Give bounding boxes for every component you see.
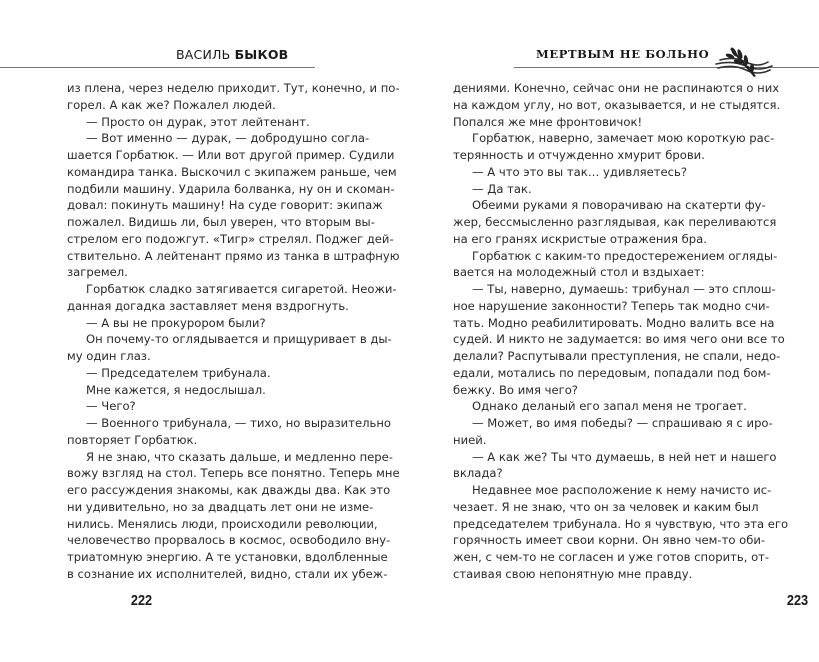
text-line: его рассуждения знакомы, как дважды два. Как это <box>67 483 391 497</box>
text-line: Горбатюк с каким-то предостережением огляды- <box>472 248 778 263</box>
text-line: вожу взгляд на стол. Теперь все понятно. Теперь мне <box>67 466 400 481</box>
text-line: делали? Распутывали преступления, не спали, недо- <box>453 349 781 363</box>
text-line: — Может, во имя победы? — спрашиваю я с иро- <box>472 416 773 430</box>
text-line: Я не знаю, что сказать дальше, и медленно пере- <box>86 449 393 464</box>
text-line: данная догадка заставляет меня вздрогнуть. <box>67 298 349 313</box>
text-line: чезает. Я не знаю, что он за человек и каким был <box>453 499 759 514</box>
text-line: стаивая свою непонятную мне правду. <box>453 566 693 581</box>
text-line: шается Горбатюк. — Или вот другой пример. Судили <box>67 148 395 162</box>
running-head-title: МЕРТВЫМ НЕ БОЛЬНО <box>536 47 710 61</box>
text-line: — Военного трибунала, — тихо, но выразительно <box>86 416 392 430</box>
text-line: человечество прорвалось в космос, освободило вну- <box>67 533 391 548</box>
text-line: — Вот именно — дурак, — добродушно согла- <box>86 131 370 146</box>
text-line: пожалел. Видишь ли, был уверен, что вторым вы- <box>67 215 375 229</box>
text-line: — Ты, наверно, думаешь: трибунал — это сплош- <box>472 282 776 296</box>
text-line: терянность и отчужденно хмурит брови. <box>453 148 705 162</box>
text-line: Обеими руками я поворачиваю на скатерти фу- <box>472 198 766 213</box>
running-head-author <box>176 47 288 62</box>
text-line: подбили машину. Ударила болванка, ну он и скоман- <box>67 181 395 196</box>
text-line: ствительно. А лейтенант прямо из танка в штрафную <box>67 248 400 263</box>
text-line: на каждом углу, но вот, оказывается, и не стыдятся. <box>453 97 781 112</box>
text-line: Однако деланый его запал меня не трогает. <box>472 399 747 414</box>
text-line: вается на молодежный стол и вздыхает: <box>453 265 705 280</box>
text-line: тать. Модно реабилитировать. Модно валить все на <box>453 315 775 330</box>
text-line: нией. <box>453 432 487 447</box>
text-line: Он почему-то оглядывается и прищуривает в ды- <box>86 332 392 347</box>
text-line: нились. Менялись люди, происходили революции, <box>67 516 378 531</box>
text-line: ное нарушение законности? Теперь так модно счи- <box>453 298 770 313</box>
text-line: загремел. <box>67 265 128 280</box>
text-line: триатомную энергию. А те установки, вдолбленные <box>67 550 388 564</box>
text-line: из плена, через неделю приходит. Тут, конечно, и по- <box>67 81 400 95</box>
author-first-name: ВАСИЛЬ <box>176 47 235 62</box>
text-line: командира танка. Выскочил с экипажем раньше, чем <box>67 164 397 179</box>
body-text <box>67 80 400 583</box>
text-line: — А как же? Ты что думаешь, в ней нет и нашего <box>472 449 777 464</box>
page-number: 223 <box>786 592 809 609</box>
page-number: 222 <box>130 592 153 609</box>
text-line: на его гранях искристые отражения бра. <box>453 231 707 246</box>
text-line: ни удивительно, но за двадцать лет они не изме- <box>67 499 374 514</box>
text-line: Горбатюк сладко затягивается сигаретой. Неожи- <box>86 282 397 296</box>
text-line: жен, с чем-то не согласен и уже готов спорить, от- <box>453 550 770 564</box>
header-rule <box>0 67 315 68</box>
text-line: горел. А как же? Пожалел людей. <box>67 97 276 112</box>
text-line: повторяет Горбатюк. <box>67 432 198 447</box>
text-line: в сознание их исполнителей, видно, стали их убеж- <box>67 566 388 581</box>
author-last-name: БЫКОВ <box>234 47 289 62</box>
text-line: едали, мотались по передовым, попадали под бом- <box>453 365 771 380</box>
text-line: дениями. Конечно, сейчас они не распинаются о них <box>453 81 780 95</box>
text-line: — Председателем трибунала. <box>86 365 271 380</box>
text-line: Недавнее мое расположение к нему начисто ис- <box>472 483 772 497</box>
text-line: судей. И никто не задумается: во имя чего они все то <box>453 332 785 347</box>
text-line: му один глаз. <box>67 349 151 363</box>
text-line: Мне кажется, я недослышал. <box>86 382 266 397</box>
text-line: — Просто он дурак, этот лейтенант. <box>86 114 310 129</box>
right-page <box>410 0 819 662</box>
text-line: Попался же мне фронтовичок! <box>453 114 643 129</box>
text-line: Горбатюк, наверно, замечает мою короткую рас- <box>472 131 775 146</box>
text-line: бежку. Во имя чего? <box>453 382 578 397</box>
text-line: — Да так. <box>472 181 532 196</box>
text-line: председателем трибунала. Но я чувствую, что эта его <box>453 516 789 531</box>
text-line: — А вы не прокурором были? <box>86 315 266 330</box>
text-line: жер, бессмысленно разглядывая, как переливаются <box>453 215 777 229</box>
text-line: горячность имеет свои корни. Он явно чем-то оби- <box>453 533 766 548</box>
text-line: вклада? <box>453 466 503 481</box>
text-line: — А что это вы так… удивляетесь? <box>472 164 687 179</box>
text-line: — Чего? <box>86 399 136 414</box>
text-line: стрелом его подожгут. «Тигр» стрелял. Поджег дей- <box>67 231 394 246</box>
text-line: довал: покинуть машину! На суде говорит: экипаж <box>67 198 383 213</box>
body-text <box>453 80 789 583</box>
laurel-ribbon-icon <box>712 42 776 82</box>
